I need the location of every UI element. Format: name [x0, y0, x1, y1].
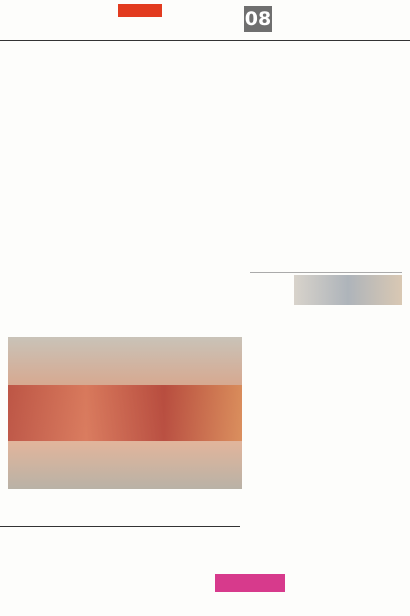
lead-column — [270, 102, 332, 270]
feature-banner — [250, 272, 402, 309]
lead-column — [140, 102, 200, 330]
jiangsu-column — [250, 490, 322, 610]
brand-logo-block — [118, 4, 162, 17]
uk-column — [250, 342, 322, 438]
jiangsu-column — [328, 490, 403, 610]
page-number: 08 — [244, 8, 272, 30]
section-rule — [0, 526, 240, 527]
lead-column — [337, 102, 403, 270]
banner-photo — [294, 275, 402, 305]
photo-lantern-band — [8, 385, 242, 441]
masthead — [0, 0, 410, 40]
featured-photo — [8, 337, 242, 489]
ad-logo — [215, 574, 285, 592]
lead-column — [75, 102, 135, 330]
bottom-column — [10, 563, 62, 611]
lead-column — [10, 102, 70, 330]
bottom-column — [126, 563, 178, 611]
bottom-column — [68, 563, 120, 611]
uk-column — [328, 342, 403, 438]
bottom-column — [184, 563, 236, 573]
masthead-rule — [0, 40, 410, 41]
